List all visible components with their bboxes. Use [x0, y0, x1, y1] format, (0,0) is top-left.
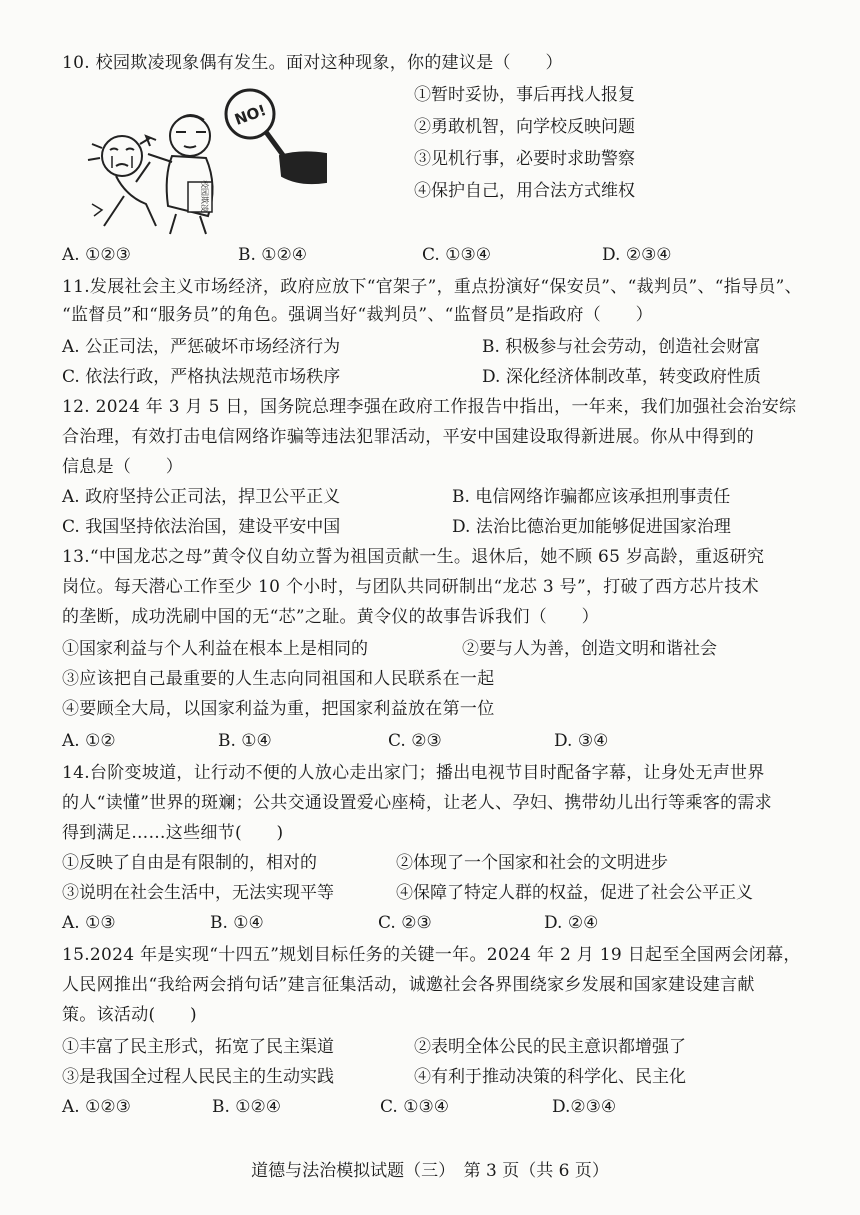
- q13-item-1: ①国家利益与个人利益在根本上是相同的: [62, 639, 368, 659]
- q11-options-row-2: [62, 366, 820, 388]
- q13-items-row-1: [62, 638, 820, 660]
- q12-stem-line-2: 合治理，有效打击电信网络诈骗等违法犯罪活动，平安中国建设取得新进展。你从中得到的: [62, 427, 754, 447]
- q12-options-row-2: [62, 516, 820, 538]
- q13-stem-line-2: 岗位。每天潜心工作至少 10 个小时，与团队共同研制出“龙芯 3 号”，打破了西方芯片技术: [62, 577, 759, 597]
- q15-item-1: ①丰富了民主形式，拓宽了民主渠道: [62, 1037, 334, 1057]
- q14-stem-line-2: 的人“读懂”世界的斑斓；公共交通设置爱心座椅，让老人、孕妇、携带幼儿出行等乘客的需求: [62, 793, 772, 813]
- q10-item-3: ③见机行事，必要时求助警察: [414, 149, 635, 169]
- q13-options: [62, 730, 820, 752]
- q10-option-d[interactable]: D. ②③④: [602, 245, 672, 265]
- q13-item-3: ③应该把自己最重要的人生志向同祖国和人民联系在一起: [62, 669, 495, 689]
- cartoon-sign-text: NO!: [232, 100, 269, 129]
- q10-item-4: ④保护自己，用合法方式维权: [414, 181, 635, 201]
- q12-option-a[interactable]: A. 政府坚持公正司法，捍卫公平正义: [62, 487, 341, 507]
- q14-option-d[interactable]: D. ②④: [544, 913, 599, 933]
- q12-option-b[interactable]: B. 电信网络诈骗都应该承担刑事责任: [452, 487, 731, 507]
- q11-stem-line-1: 11.发展社会主义市场经济，政府应放下“官架子”，重点扮演好“保安员”、“裁判员”、“指导员”、: [62, 277, 802, 297]
- q15-item-3: ③是我国全过程人民民主的生动实践: [62, 1067, 334, 1087]
- q14-options: [62, 912, 820, 934]
- q15-items-row-2: [62, 1066, 820, 1088]
- q13-option-a[interactable]: A. ①②: [62, 731, 116, 751]
- q13-option-b[interactable]: B. ①④: [218, 731, 272, 751]
- q14-items-row-1: [62, 852, 820, 874]
- q10-item-1: ①暂时妥协，事后再找人报复: [414, 85, 635, 105]
- q15-stem-line-3: 策。该活动( ): [62, 1005, 197, 1025]
- q10-option-b[interactable]: B. ①②④: [238, 245, 308, 265]
- q13-option-d[interactable]: D. ③④: [554, 731, 609, 751]
- q11-option-b[interactable]: B. 积极参与社会劳动，创造社会财富: [482, 337, 761, 357]
- q10-option-a[interactable]: A. ①②③: [62, 245, 131, 265]
- q13-item-4: ④要顾全大局，以国家利益为重，把国家利益放在第一位: [62, 699, 495, 719]
- q11-options-row-1: [62, 336, 820, 358]
- q11-stem-line-2: “监督员”和“服务员”的角色。强调当好“裁判员”、“监督员”是指政府（ ）: [62, 305, 653, 325]
- q14-stem-line-1: 14.台阶变坡道，让行动不便的人放心走出家门；播出电视节目时配备字幕，让身处无声世界: [62, 763, 765, 783]
- q14-option-a[interactable]: A. ①③: [62, 913, 116, 933]
- q15-option-d[interactable]: D.②③④: [552, 1097, 617, 1117]
- q10-option-c[interactable]: C. ①③④: [422, 245, 491, 265]
- q10-stem: 10. 校园欺凌现象偶有发生。面对这种现象，你的建议是（ ）: [62, 53, 563, 73]
- page-footer: 道德与法治模拟试题（三） 第 3 页（共 6 页）: [251, 1161, 609, 1181]
- q12-stem-line-1: 12. 2024 年 3 月 5 日，国务院总理李强在政府工作报告中指出，一年来，我们加强社会治安综: [62, 397, 797, 417]
- q10-item-2: ②勇敢机智，向学校反映问题: [414, 117, 635, 137]
- q14-item-1: ①反映了自由是有限制的，相对的: [62, 853, 317, 873]
- q15-stem-line-2: 人民网推出“我给两会捎句话”建言征集活动，诚邀社会各界围绕家乡发展和国家建设建言献: [62, 975, 755, 995]
- q11-option-c[interactable]: C. 依法行政，严格执法规范市场秩序: [62, 367, 341, 387]
- q13-item-2: ②要与人为善，创造文明和谐社会: [462, 639, 717, 659]
- q12-options-row-1: [62, 486, 820, 508]
- q15-stem-line-1: 15.2024 年是实现“十四五”规划目标任务的关键一年。2024 年 2 月 19 日起至全国两会闭幕，: [62, 945, 801, 965]
- bullying-cartoon: [80, 86, 330, 238]
- q14-option-c[interactable]: C. ②③: [378, 913, 432, 933]
- q14-stem-line-3: 得到满足……这些细节( ): [62, 823, 284, 843]
- q15-item-4: ④有利于推动决策的科学化、民主化: [414, 1067, 686, 1087]
- q15-option-b[interactable]: B. ①②④: [212, 1097, 282, 1117]
- q12-option-d[interactable]: D. 法治比德治更加能够促进国家治理: [452, 517, 731, 537]
- q12-stem-line-3: 信息是（ ）: [62, 457, 184, 477]
- q15-items-row-1: [62, 1036, 820, 1058]
- q10-options: [62, 244, 820, 266]
- q14-item-4: ④保障了特定人群的权益，促进了社会公平正义: [396, 883, 753, 903]
- q15-option-c[interactable]: C. ①③④: [380, 1097, 449, 1117]
- q13-stem-line-1: 13.“中国龙芯之母”黄令仪自幼立誓为祖国贡献一生。退休后，她不顾 65 岁高龄，重返研究: [62, 547, 765, 567]
- q12-option-c[interactable]: C. 我国坚持依法治国，建设平安中国: [62, 517, 341, 537]
- q14-item-3: ③说明在社会生活中，无法实现平等: [62, 883, 334, 903]
- q13-stem-line-3: 的垄断，成功洗刷中国的无“芯”之耻。黄令仪的故事告诉我们（ ）: [62, 607, 599, 627]
- q15-item-2: ②表明全体公民的民主意识都增强了: [414, 1037, 686, 1057]
- q13-option-c[interactable]: C. ②③: [388, 731, 442, 751]
- q15-option-a[interactable]: A. ①②③: [62, 1097, 131, 1117]
- q14-items-row-2: [62, 882, 820, 904]
- cartoon-badge-text: 校园欺凌: [200, 180, 209, 212]
- q15-options: [62, 1096, 820, 1118]
- q11-option-a[interactable]: A. 公正司法，严惩破坏市场经济行为: [62, 337, 341, 357]
- q14-option-b[interactable]: B. ①④: [210, 913, 264, 933]
- q11-option-d[interactable]: D. 深化经济体制改革，转变政府性质: [482, 367, 761, 387]
- q14-item-2: ②体现了一个国家和社会的文明进步: [396, 853, 668, 873]
